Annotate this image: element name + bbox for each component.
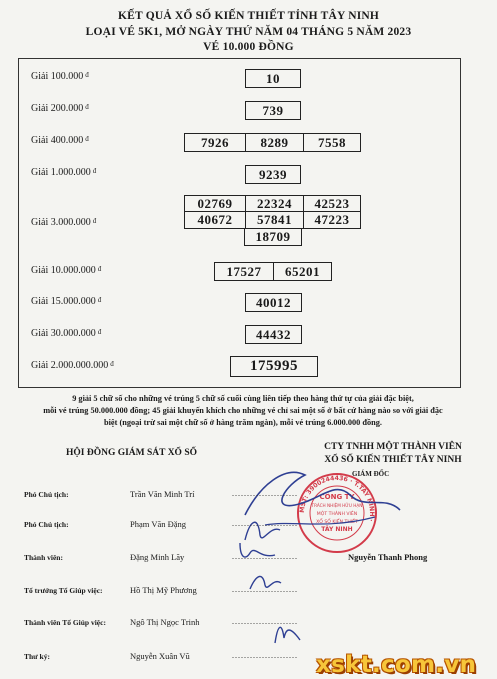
member-role: Thư ký: [24, 652, 50, 661]
seal-line: CÔNG TY [319, 493, 355, 501]
prize-number-box: 18709 [244, 229, 302, 246]
seal-line: TÂY NINH [321, 526, 353, 533]
director-name: Nguyễn Thanh Phong [348, 552, 428, 562]
prize-number-row [184, 212, 361, 229]
supervisory-council-heading: HỘI ĐỒNG GIÁM SÁT XỔ SỐ [66, 448, 197, 458]
prize-number: 8289 [245, 134, 303, 151]
prize-number-box: 739 [245, 101, 301, 120]
site-watermark: xskt.com.vn [316, 652, 477, 678]
prize-number: 7558 [303, 134, 360, 151]
jackpot-number-box: 175995 [230, 356, 318, 377]
member-name: Hồ Thị Mỹ Phương [130, 585, 197, 595]
prize-number-row [184, 133, 361, 152]
prize-label-30m: Giải 30.000.000 $^đ$ [31, 328, 102, 339]
member-name: Phạm Văn Đặng [130, 519, 187, 529]
signature-line: ...................... [232, 489, 298, 498]
prize-label-10m: Giải 10.000.000 $^đ$ [31, 265, 102, 276]
prize-number-box: 10 [245, 69, 301, 88]
prize-label-2b: Giải 2.000.000.000 $^đ$ [31, 360, 114, 371]
prize-number-box: 40012 [245, 293, 302, 312]
prize-number: 65201 [273, 263, 331, 280]
signature-line: ...................... [232, 617, 298, 626]
member-role: Thành viên Tổ Giúp việc: [24, 618, 106, 627]
title-line-2: LOẠI VÉ 5K1, MỞ NGÀY THỨ NĂM 04 THÁNG 5 NĂM 2023 [85, 26, 412, 38]
director-title: GIÁM ĐỐC [352, 470, 390, 478]
title-line-1: KẾT QUẢ XỔ SỐ KIẾN THIẾT TỈNH TÂY NINH [117, 10, 380, 22]
member-name: Ngô Thị Ngọc Trinh [130, 617, 200, 627]
member-role: Thành viên: [24, 553, 63, 562]
prize-label-200k: Giải 200.000 $^đ$ [31, 103, 89, 114]
prize-number-box: 44432 [245, 325, 302, 344]
results-table [18, 58, 461, 388]
prize-number: 7926 [201, 135, 229, 150]
prize-label-100k: Giải 100.000 $^đ$ [31, 71, 89, 82]
prize-number: 47223 [303, 212, 360, 228]
prize-number: 02769 [197, 196, 233, 211]
seal-line: XỔ SỐ KIẾN THIẾT [316, 520, 358, 525]
title-line-3: VÉ 10.000 ĐỒNG [203, 41, 294, 53]
prize-number: 40672 [197, 212, 233, 227]
prize-label-15m: Giải 15.000.000 $^đ$ [31, 296, 102, 307]
signature-line: ...................... [232, 519, 298, 528]
prize-number: 42523 [303, 196, 360, 211]
signature-line: ...................... [232, 651, 298, 660]
prize-number-row [214, 262, 332, 281]
member-role: Phó Chủ tịch: [24, 520, 69, 529]
signature-line: ...................... [232, 585, 298, 594]
seal-line: MỘT THÀNH VIÊN [316, 512, 358, 517]
prize-number: 22324 [245, 196, 303, 211]
prize-number-row [184, 195, 361, 212]
prize-number: 57841 [245, 212, 303, 228]
prize-label-3m: Giải 3.000.000 $^đ$ [31, 217, 97, 228]
member-name: Trần Văn Minh Trí [130, 489, 195, 499]
member-role: Phó Chủ tịch: [24, 490, 69, 499]
prize-label-400k: Giải 400.000 $^đ$ [31, 135, 89, 146]
seal-ring-text: MST: 3900244436 · T.TÂY NINH · [298, 474, 376, 523]
signature-line: ...................... [232, 552, 298, 561]
prize-note: 9 giải 5 chữ số cho những vé trúng 5 chữ số cuối cùng liên tiếp theo hàng thứ tự của giải đặc biệt, mỗi vé trúng 50.000.000 đồng; 45 giải khuyến khích cho những vé chỉ sai một số ở bất cứ hàng nào so với giải đặc biệt (ngoại trừ sai một chữ số ở hàng trăm ngàn), mỗi vé trúng 6.000.000 đồng. [43, 394, 443, 427]
member-role: Tổ trưởng Tổ Giúp việc: [24, 586, 103, 595]
member-name: Đặng Minh Lãy [130, 552, 185, 562]
prize-number: 17527 [226, 264, 262, 279]
prize-label-1m: Giải 1.000.000 $^đ$ [31, 167, 97, 178]
seal-line: TRÁCH NHIỆM HỮU HẠN [311, 503, 363, 508]
member-name: Nguyễn Xuân Vũ [130, 651, 190, 661]
company-heading: CTY TNHH MỘT THÀNH VIÊN XỔ SỐ KIẾN THIẾT TÂY NINH [324, 442, 462, 465]
prize-number-box: 9239 [245, 165, 301, 184]
